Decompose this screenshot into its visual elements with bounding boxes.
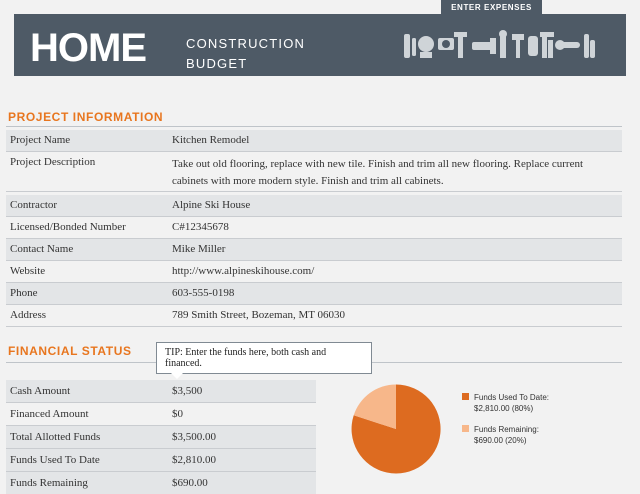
legend-detail: $690.00 (20%) [474,436,527,445]
row-label: Phone [10,287,38,299]
row-label: Licensed/Bonded Number [10,221,126,233]
row-value[interactable]: Mike Miller [172,243,226,255]
table-row [6,130,622,151]
legend-item [462,424,632,446]
financial-status-heading: FINANCIAL STATUS [8,344,132,358]
tip-callout: TIP: Enter the funds here, both cash and financed. [156,342,372,374]
row-value[interactable]: $0 [172,408,183,420]
row-label: Funds Used To Date [10,454,100,466]
row-value[interactable]: 789 Smith Street, Bozeman, MT 06030 [172,309,346,321]
row-label: Project Name [10,134,71,146]
row-label: Cash Amount [10,385,71,397]
row-value: $690.00 [172,477,208,489]
project-information-heading: PROJECT INFORMATION [8,110,164,124]
legend-detail: $2,810.00 (80%) [474,404,534,413]
table-row [6,403,316,425]
row-value[interactable]: http://www.alpineskihouse.com/ [172,265,315,277]
tools-illustration [402,28,598,64]
row-value: $2,810.00 [172,454,216,466]
subtitle-line-2: BUDGET [186,56,248,71]
row-label: Project Description [10,156,96,168]
row-label: Contractor [10,199,58,211]
legend-item [462,392,632,414]
section-divider [6,126,622,127]
row-value[interactable]: $3,500 [172,385,203,397]
page-subtitle [186,34,305,74]
row-label: Total Allotted Funds [10,431,101,443]
table-row [6,283,622,304]
table-row [6,261,622,282]
subtitle-line-1: CONSTRUCTION [186,36,306,51]
row-value[interactable]: Kitchen Remodel [172,134,250,146]
row-value[interactable]: Take out old flooring, replace with new tile. Finish and trim all new flooring. Replace current cabinets with more modern style. Finish and trim all cabinets. [172,158,584,187]
table-row [6,239,622,260]
row-value[interactable]: C#12345678 [172,221,229,233]
row-value: $3,500.00 [172,431,216,443]
legend-swatch-icon [462,425,469,432]
legend-label: Funds Used To Date: [474,393,550,402]
row-label: Contact Name [10,243,74,255]
legend-label: Funds Remaining: [474,425,539,434]
page-title: HOME [30,26,146,70]
row-divider [6,191,622,192]
legend-swatch-icon [462,393,469,400]
table-row [6,449,316,471]
funds-pie-chart [336,378,456,480]
table-row [6,152,622,190]
table-row [6,195,622,216]
row-value[interactable]: 603-555-0198 [172,287,235,299]
table-row [6,380,316,402]
top-bar [0,0,640,14]
enter-expenses-button[interactable]: ENTER EXPENSES [441,0,542,16]
row-value[interactable]: Alpine Ski House [172,199,251,211]
row-label: Funds Remaining [10,477,88,489]
chart-legend [462,392,632,456]
table-row [6,426,316,448]
table-row [6,217,622,238]
row-label: Website [10,265,46,277]
row-label: Financed Amount [10,408,89,420]
table-row [6,305,622,326]
document-header-banner [14,14,626,76]
row-label: Address [10,309,47,321]
row-divider [6,326,622,327]
table-row [6,472,316,494]
